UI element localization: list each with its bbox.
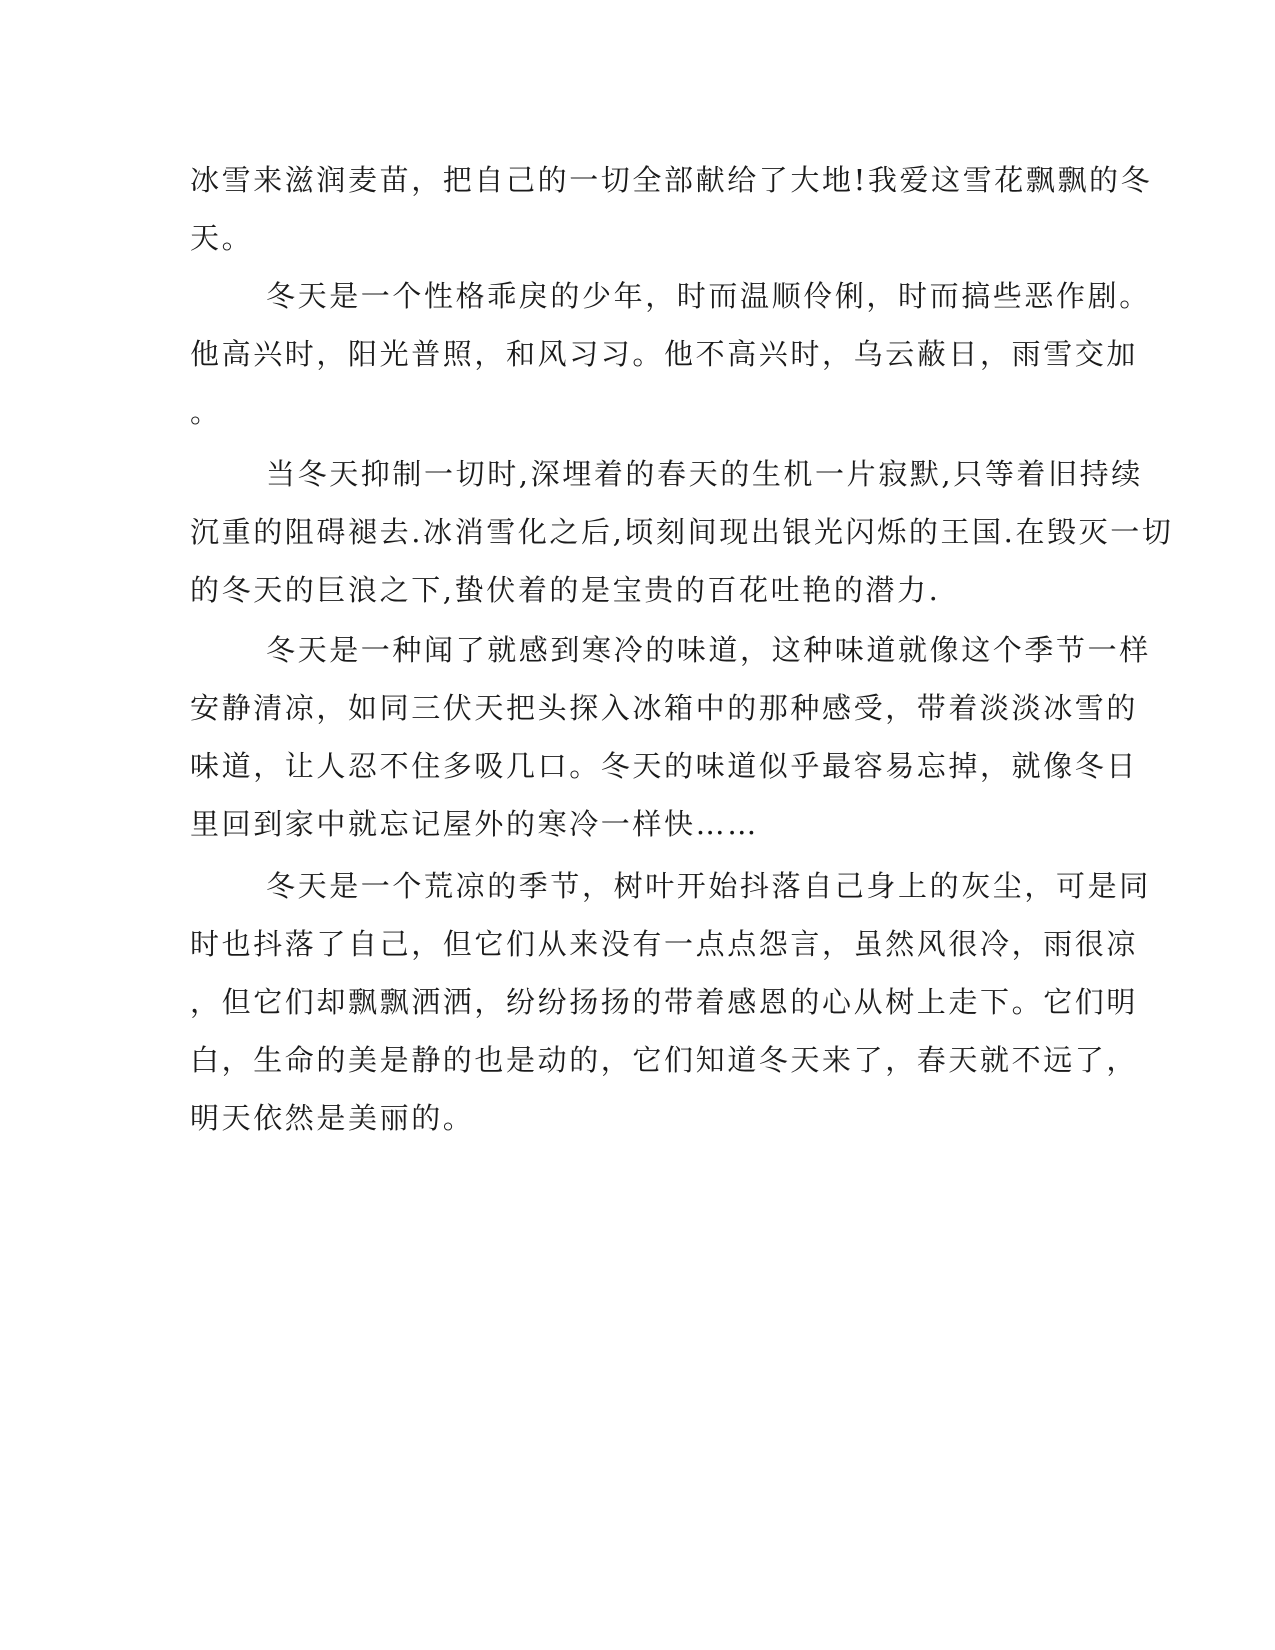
text-line: 沉重的阻碍褪去.冰消雪化之后,顷刻间现出银光闪烁的王国.在毁灭一切 [190, 515, 1174, 549]
text-line: ，但它们却飘飘洒洒，纷纷扬扬的带着感恩的心从树上走下。它们明 [190, 985, 1139, 1019]
text-line: 白，生命的美是静的也是动的，它们知道冬天来了，春天就不远了， [190, 1043, 1139, 1077]
text-line: 里回到家中就忘记屋外的寒冷一样快…… [190, 807, 759, 841]
paragraph-start-line: 冬天是一个性格乖戾的少年，时而温顺伶俐，时而搞些恶作剧。 [266, 279, 1151, 313]
text-line: 。 [190, 395, 222, 429]
text-line: 天。 [190, 221, 254, 255]
paragraph-start-line: 当冬天抑制一切时,深埋着的春天的生机一片寂默,只等着旧持续 [266, 457, 1143, 491]
text-line: 冰雪来滋润麦苗，把自己的一切全部献给了大地!我爱这雪花飘飘的冬 [190, 163, 1153, 197]
text-line: 味道，让人忍不住多吸几口。冬天的味道似乎最容易忘掉，就像冬日 [190, 749, 1139, 783]
text-line: 他高兴时，阳光普照，和风习习。他不高兴时，乌云蔽日，雨雪交加 [190, 337, 1139, 371]
text-line: 明天依然是美丽的。 [190, 1101, 475, 1135]
text-line: 安静清凉，如同三伏天把头探入冰箱中的那种感受，带着淡淡冰雪的 [190, 691, 1139, 725]
paragraph-start-line: 冬天是一个荒凉的季节，树叶开始抖落自己身上的灰尘，可是同 [266, 869, 1151, 903]
text-line: 的冬天的巨浪之下,蛰伏着的是宝贵的百花吐艳的潜力. [190, 573, 941, 607]
text-line: 时也抖落了自己，但它们从来没有一点点怨言，虽然风很冷，雨很凉 [190, 927, 1139, 961]
paragraph-start-line: 冬天是一种闻了就感到寒冷的味道，这种味道就像这个季节一样 [266, 633, 1151, 667]
